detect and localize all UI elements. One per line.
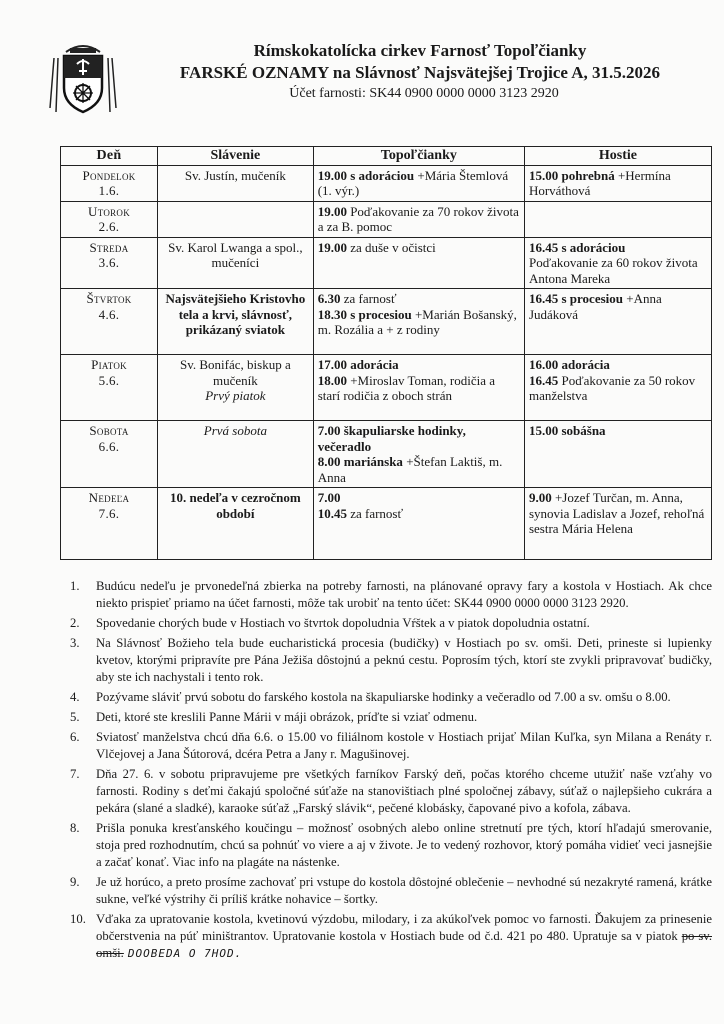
day-cell [61,289,158,355]
day-date: 1.6. [98,183,120,198]
announcement-number: 10. [70,912,86,926]
slavenie-cell [158,201,314,237]
hostie-time: 16.00 adorácia [528,357,610,372]
topolcianky-cell [313,289,524,355]
mass-schedule-table [60,146,712,560]
announcement-text: Je už horúco, a preto prosíme zachovať pri vstupe do kostola dôstojné oblečenie – nevhodné sú nezakryté ramená, krátke sukne, veľké výstrihy či príliš krátke nohavice – šortky. [96,875,712,906]
hostie-cell [524,289,711,355]
topolcianky-intention: +Marián Bošanský, m. Rozália a + z rodiny [317,306,517,337]
bulletin-header [140,40,700,104]
announcement-text: Vďaka za upratovanie kostola, kvetinovú výzdobu, milodary, i za akúkoľvek pomoc vo farnosti. Ďakujem za prinesenie občerstvenia na púť miništrantov. Upratovanie kostola v Hostiach bude od č.d. 421 po 480. Upratuje sa v piatok [96,912,712,943]
topolcianky-intention: za farnosť [346,505,404,521]
handwritten-note: DOOBEDA O 7HOD. [127,947,243,960]
parish-account: Účet farnosti: SK44 0900 0000 0000 3123 2920 [289,86,559,101]
topolcianky-entry [318,291,520,307]
hostie-entry [529,490,707,537]
slavenie-feast: 10. nedeľa v cezročnom období [169,490,301,521]
hostie-intention: Poďakovanie za 50 rokov manželstva [528,372,696,403]
topolcianky-time: 18.30 s procesiou [317,306,412,322]
table-row [61,165,712,201]
table-row [61,201,712,237]
col-header-day: Deň [61,147,158,166]
topolcianky-time: 7.00 škapuliarske hodinky, večeradlo [317,423,466,454]
hostie-entry [529,168,707,199]
announcement-text: Dňa 27. 6. v sobotu pripravujeme pre všetkých farníkov Farský deň, počas ktorého chceme utužiť naše vzťahy vo farnosti. Rodiny s deťmi čakajú spoločné súťaže na stanovištiach plné spoločnej zábavy, súťaž o najlepšieho cukrára a pekára (slané a sladké), karaoke súťaž „Farský slávik“, pečené klobásky, čapované pivo a kofola, zábava. [96,767,712,815]
topolcianky-time: 18.00 [317,372,347,388]
topolcianky-intention: za duše v očistci [346,239,436,255]
slavenie-cell [158,289,314,355]
topolcianky-time: 10.45 [317,505,347,521]
topolcianky-entry [318,373,520,404]
slavenie-saint: Sv. Justín, mučeník [184,167,286,183]
hostie-cell [524,165,711,201]
hostie-time: 15.00 pohrebná [528,167,615,183]
hostie-time: 16.45 [528,372,559,388]
announcement-item [52,709,712,726]
struck-text: po sv. omši. [96,929,712,960]
table-row [61,421,712,488]
announcement-text: Budúcu nedeľu je prvonedeľná zbierka na potreby farnosti, na plánované opravy fary a kostola v Hostiach. Ak chce niekto prispieť priamo na účet farnosti, môže tak urobiť na tento účet: SK44 0900 0000 0000 3123 2920. [96,579,712,610]
announcement-number: 6. [70,730,80,744]
announcement-text: Prišla ponuka kresťanského koučingu – možnosť osobných alebo online stretnutí pre tých, ktorí hľadajú smerovanie, stoja pred rozhodnutím, chcú sa pohnúť vo viere a aj v živote. Je to vedený rozhovor, ktorý pomáha vidieť veci jasnejšie a začať konať. Viac info na plagáte na nástenke. [96,821,712,869]
day-date: 3.6. [98,255,120,270]
topolcianky-cell [313,165,524,201]
announcements-list [52,578,712,965]
announcement-text: Spovedanie chorých bude v Hostiach vo štvrtok dopoludnia Vŕštek a v piatok dopoludnia ostatní. [96,616,590,630]
announcement-text: Pozývame sláviť prvú sobotu do farského kostola na škapuliarske hodinky a večeradlo od 7.00 a sv. omšu o 8.00. [96,690,671,704]
slavenie-cell [158,488,314,560]
hostie-entry [529,373,707,404]
hostie-entry [529,423,707,439]
topolcianky-entry [318,506,520,522]
day-name: Nedeľa [88,490,130,505]
table-row [61,488,712,560]
announcement-item [52,635,712,686]
topolcianky-entry [318,307,520,338]
schedule-body [61,165,712,560]
announcement-number: 4. [70,690,80,704]
day-date: 4.6. [98,306,120,322]
announcement-item [52,615,712,632]
topolcianky-intention: +Miroslav Toman, rodičia a starí rodičia z oboch strán [317,372,496,403]
announcement-text: Sviatosť manželstva chcú dňa 6.6. o 15.00 vo filiálnom kostole v Hostiach prijať Milan Kuľka, syn Milana a Renáty r. Vlčejovej a Jana Šútorová, dcéra Petra a Jany r. Magušinovej. [96,730,712,761]
day-cell [61,355,158,421]
topolcianky-time: 19.00 [317,203,347,219]
topolcianky-entry [318,423,520,454]
topolcianky-time: 6.30 [317,291,341,306]
day-date: 6.6. [98,438,120,454]
announcement-item [52,766,712,817]
topolcianky-cell [313,488,524,560]
day-cell [61,201,158,237]
announcement-text: Na Slávnosť Božieho tela bude eucharistická procesia (budičky) v Hostiach po sv. omši. Deti, prineste si lupienky kvetov, ktorými pripravíte pre Pána Ježiša dôstojnú a peknú cestu. Poprosím tých, ktorí ste zvykli pripravovať budičky, aby ste ich nachystali i tento rok. [96,636,712,684]
topolcianky-intention: Poďakovanie za 70 rokov života a za B. pomoc [317,203,519,234]
topolcianky-intention: za farnosť [340,291,397,306]
slavenie-saint: Sv. Bonifác, biskup a mučeník [180,357,291,388]
col-header-slavenie: Slávenie [158,147,314,166]
day-name: Streda [89,239,129,255]
hostie-cell [524,201,711,237]
table-header-row [61,147,712,166]
slavenie-cell [158,421,314,488]
parish-coat-of-arms-icon [48,38,118,118]
table-row [61,237,712,289]
announcement-item [52,911,712,962]
hostie-entry [529,357,707,373]
announcement-number: 3. [70,636,80,650]
day-cell [61,488,158,560]
day-name: Pondelok [82,167,136,183]
day-name: Utorok [88,203,131,219]
day-cell [61,237,158,289]
topolcianky-intention: +Mária Štemlová (1. výr.) [317,167,509,198]
hostie-intention: +Anna Judáková [528,291,662,322]
day-date: 7.6. [98,505,120,521]
day-cell [61,421,158,488]
topolcianky-time: 8.00 mariánska [317,454,403,469]
announcement-number: 8. [70,821,80,835]
topolcianky-entry [318,240,520,256]
hostie-time: 15.00 sobášna [528,423,606,438]
topolcianky-intention: +Štefan Laktiš, m. Anna [317,454,503,485]
topolcianky-cell [313,355,524,421]
slavenie-saint: Sv. Karol Lwanga a spol., mučeníci [168,239,303,270]
bulletin-title: FARSKÉ OZNAMY na Slávnosť Najsvätejšej Trojice A, 31.5.2026 [179,63,661,82]
announcement-item [52,578,712,612]
table-row [61,355,712,421]
topolcianky-time: 17.00 adorácia [317,357,399,372]
hostie-cell [524,237,711,289]
topolcianky-entry [318,204,520,235]
day-name: Sobota [89,423,129,438]
slavenie-note: Prvá sobota [203,423,267,438]
announcement-text: Deti, ktoré ste kreslili Panne Márii v máji obrázok, príďte si vziať odmenu. [96,710,478,724]
slavenie-cell [158,355,314,421]
table-row [61,289,712,355]
topolcianky-cell [313,237,524,289]
announcement-item [52,820,712,871]
announcement-number: 5. [70,710,80,724]
hostie-time: 16.45 s adoráciou [528,239,626,255]
hostie-cell [524,488,711,560]
announcement-item [52,729,712,763]
topolcianky-time: 7.00 [317,490,341,505]
slavenie-cell [158,237,314,289]
day-date: 2.6. [98,219,120,234]
hostie-entry [529,240,707,256]
topolcianky-time: 19.00 [317,239,347,255]
parish-name: Rímskokatolícka cirkev Farnosť Topoľčianky [253,41,587,60]
day-name: Štvrtok [86,291,132,306]
topolcianky-entry [318,454,520,485]
day-date: 5.6. [98,372,120,388]
topolcianky-entry [318,168,520,199]
hostie-cell [524,355,711,421]
slavenie-cell [158,165,314,201]
topolcianky-time: 19.00 s adoráciou [317,167,415,183]
topolcianky-entry [318,490,520,506]
col-header-topolcianky: Topoľčianky [313,147,524,166]
hostie-cell [524,421,711,488]
slavenie-note: Prvý piatok [205,388,266,403]
hostie-intention: +Jozef Turčan, m. Anna, synovia Ladislav a Jozef, rehoľná sestra Mária Helena [528,490,705,536]
announcement-number: 2. [70,616,80,630]
hostie-entry [529,291,707,322]
hostie-intention: +Hermína Horváthová [528,167,671,198]
announcement-number: 7. [70,767,80,781]
hostie-intention: Poďakovanie za 60 rokov života Antona Mareka [528,255,698,286]
topolcianky-entry [318,357,520,373]
topolcianky-cell [313,201,524,237]
col-header-hostie: Hostie [524,147,711,166]
day-name: Piatok [91,357,127,372]
hostie-time: 9.00 [528,490,552,505]
hostie-entry [529,255,707,286]
announcement-item [52,689,712,706]
hostie-time: 16.45 s procesiou [528,291,623,306]
announcement-number: 1. [70,579,80,593]
announcement-number: 9. [70,875,80,889]
announcement-item [52,874,712,908]
day-cell [61,165,158,201]
slavenie-feast: Najsvätejšieho Kristovho tela a krvi, slávnosť, prikázaný sviatok [165,291,306,337]
topolcianky-cell [313,421,524,488]
